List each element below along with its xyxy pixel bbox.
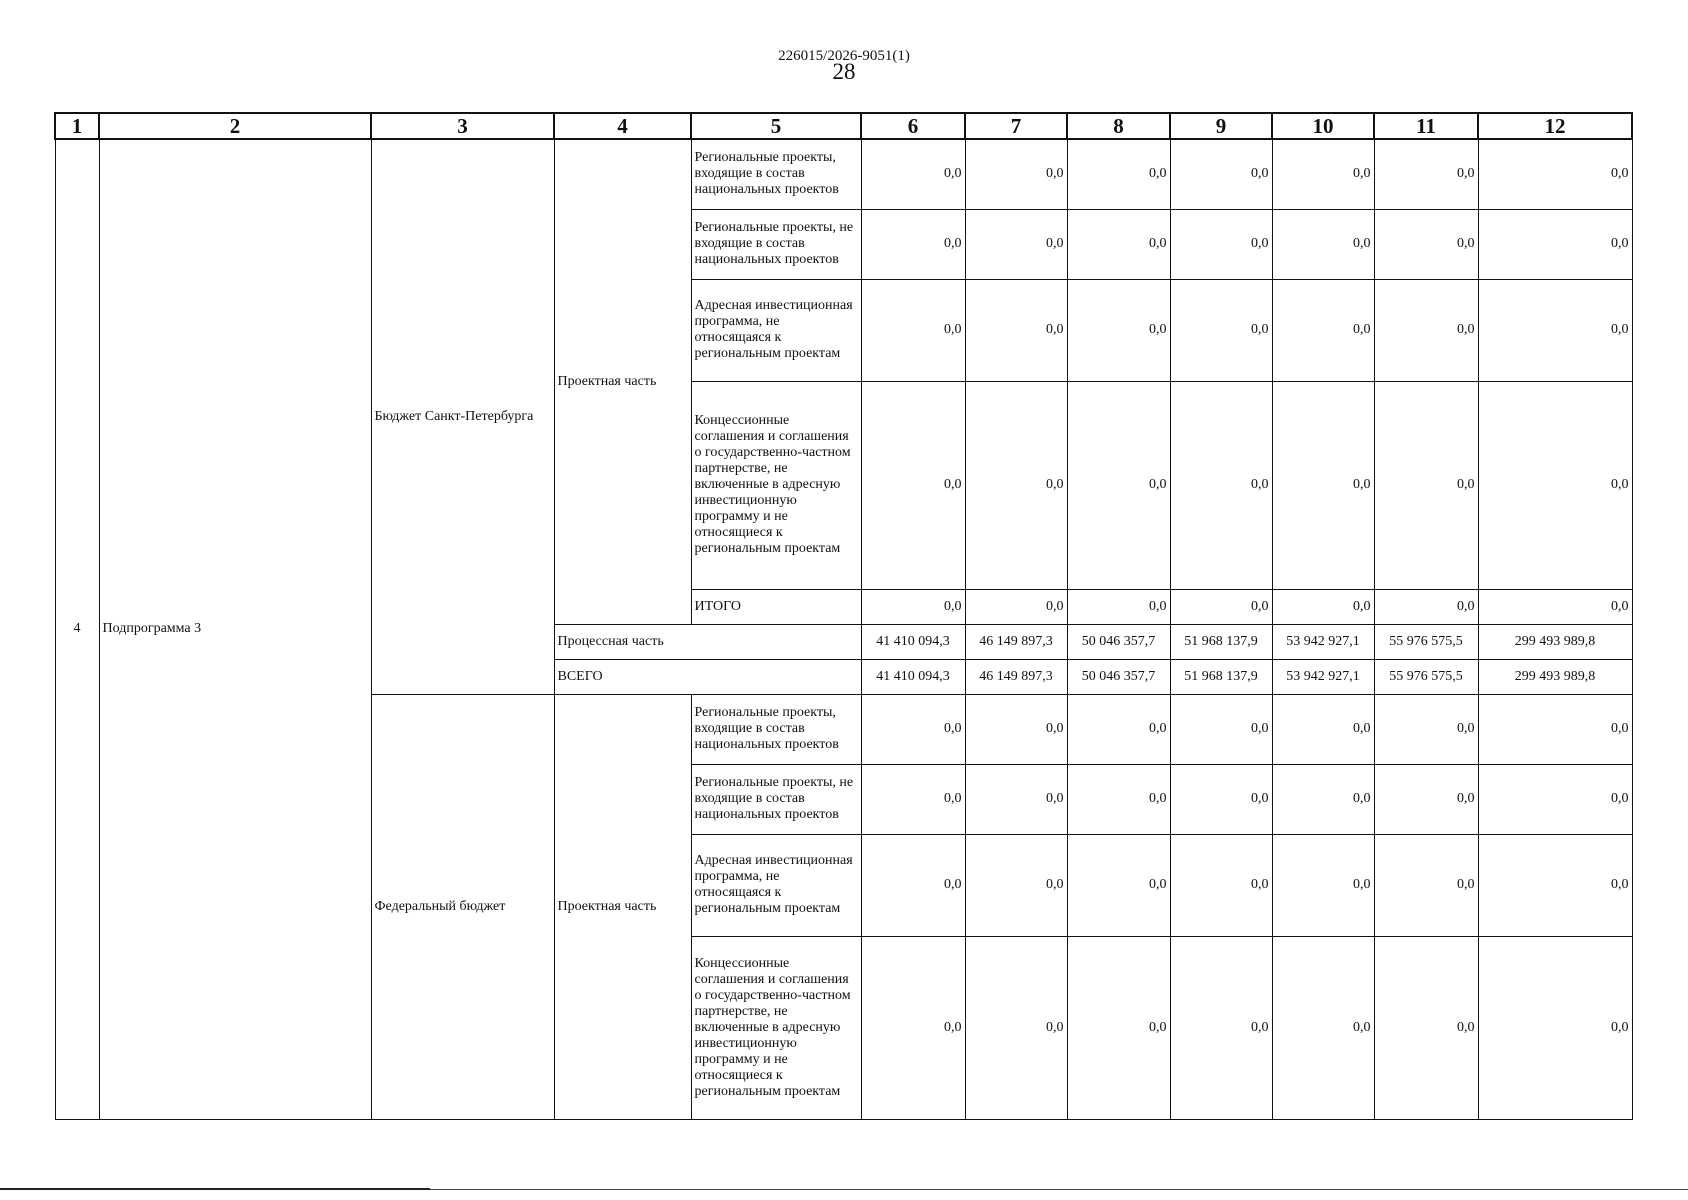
value-cell: 0,0 — [1272, 834, 1374, 936]
document-id: 226015/2026-9051(1) — [778, 48, 910, 64]
value-cell: 0,0 — [1478, 381, 1632, 589]
value-cell: 0,0 — [1067, 589, 1170, 624]
part-project-spb: Проектная часть — [554, 139, 691, 624]
value-cell: 0,0 — [1374, 279, 1478, 381]
value-cell: 0,0 — [965, 936, 1067, 1119]
item-label: Региональные проекты, не входящие в состав национальных проектов — [691, 209, 861, 279]
value-cell: 0,0 — [861, 764, 965, 834]
value-cell: 0,0 — [1067, 209, 1170, 279]
value-cell: 0,0 — [1272, 936, 1374, 1119]
column-header: 11 — [1374, 113, 1478, 139]
item-label: Адресная инвестиционная программа, не относящаяся к региональным проектам — [691, 834, 861, 936]
funding-source-federal: Федеральный бюджет — [371, 694, 554, 1119]
value-cell: 0,0 — [1170, 936, 1272, 1119]
value-cell: 0,0 — [1170, 589, 1272, 624]
value-cell: 0,0 — [1478, 936, 1632, 1119]
item-label: Региональные проекты, входящие в состав национальных проектов — [691, 694, 861, 764]
column-header: 6 — [861, 113, 965, 139]
value-cell: 0,0 — [861, 139, 965, 209]
table-row — [55, 139, 1632, 209]
value-cell: 0,0 — [1478, 694, 1632, 764]
value-cell: 0,0 — [965, 834, 1067, 936]
value-cell: 0,0 — [965, 279, 1067, 381]
value-cell: 0,0 — [1374, 694, 1478, 764]
value-cell: 50 046 357,7 — [1067, 624, 1170, 659]
value-cell: 0,0 — [1374, 381, 1478, 589]
value-cell: 0,0 — [1272, 764, 1374, 834]
page-bottom-rule-thin — [430, 1189, 1688, 1190]
column-header: 7 — [965, 113, 1067, 139]
value-cell: 0,0 — [965, 209, 1067, 279]
value-cell: 0,0 — [965, 694, 1067, 764]
value-cell: 0,0 — [1478, 139, 1632, 209]
value-cell: 55 976 575,5 — [1374, 659, 1478, 694]
value-cell: 0,0 — [1170, 764, 1272, 834]
value-cell: 51 968 137,9 — [1170, 659, 1272, 694]
value-cell: 41 410 094,3 — [861, 624, 965, 659]
column-header: 4 — [554, 113, 691, 139]
value-cell: 0,0 — [1374, 834, 1478, 936]
column-header: 2 — [99, 113, 371, 139]
value-cell: 0,0 — [965, 381, 1067, 589]
column-header: 5 — [691, 113, 861, 139]
item-label: Концессионные соглашения и соглашения о государственно-частном партнерстве, не включенные в адресную инвестиционную программу и не относящиеся к региональным проектам — [691, 936, 861, 1119]
column-header: 1 — [55, 113, 99, 139]
value-cell: 299 493 989,8 — [1478, 624, 1632, 659]
value-cell: 0,0 — [1170, 694, 1272, 764]
value-cell: 0,0 — [861, 279, 965, 381]
value-cell: 0,0 — [1067, 834, 1170, 936]
value-cell: 0,0 — [1067, 139, 1170, 209]
item-label: Концессионные соглашения и соглашения о государственно-частном партнерстве, не включенные в адресную инвестиционную программу и не относящиеся к региональным проектам — [691, 381, 861, 589]
value-cell: 0,0 — [1067, 381, 1170, 589]
page-number: 28 — [832, 59, 856, 84]
value-cell: 0,0 — [1374, 764, 1478, 834]
column-header: 9 — [1170, 113, 1272, 139]
value-cell: 0,0 — [1272, 209, 1374, 279]
value-cell: 50 046 357,7 — [1067, 659, 1170, 694]
value-cell: 0,0 — [1272, 279, 1374, 381]
value-cell: 0,0 — [1374, 936, 1478, 1119]
value-cell: 0,0 — [1478, 764, 1632, 834]
value-cell: 51 968 137,9 — [1170, 624, 1272, 659]
value-cell: 46 149 897,3 — [965, 624, 1067, 659]
value-cell: 0,0 — [861, 834, 965, 936]
value-cell: 299 493 989,8 — [1478, 659, 1632, 694]
value-cell: 0,0 — [1478, 589, 1632, 624]
value-cell: 0,0 — [1170, 279, 1272, 381]
value-cell: 0,0 — [1067, 764, 1170, 834]
value-cell: 0,0 — [861, 936, 965, 1119]
value-cell: 0,0 — [1374, 139, 1478, 209]
column-number-row — [55, 113, 1632, 139]
subprogram-cell: Подпрограмма 3 — [99, 139, 371, 1119]
value-cell: 53 942 927,1 — [1272, 624, 1374, 659]
value-cell: 0,0 — [1374, 209, 1478, 279]
value-cell: 0,0 — [1272, 139, 1374, 209]
page-bottom-rule — [0, 1188, 430, 1190]
value-cell: 0,0 — [1374, 589, 1478, 624]
value-cell: 0,0 — [1272, 589, 1374, 624]
item-label: Региональные проекты, не входящие в состав национальных проектов — [691, 764, 861, 834]
part-project-federal: Проектная часть — [554, 694, 691, 1119]
column-header: 10 — [1272, 113, 1374, 139]
value-cell: 0,0 — [1272, 694, 1374, 764]
value-cell: 0,0 — [965, 764, 1067, 834]
row-number-cell: 4 — [55, 139, 99, 1119]
value-cell: 41 410 094,3 — [861, 659, 965, 694]
value-cell: 0,0 — [861, 694, 965, 764]
value-cell: 0,0 — [861, 589, 965, 624]
value-cell: 0,0 — [1478, 834, 1632, 936]
column-header: 8 — [1067, 113, 1170, 139]
part-process-spb: Процессная часть — [554, 624, 861, 659]
value-cell: 0,0 — [1170, 209, 1272, 279]
value-cell: 55 976 575,5 — [1374, 624, 1478, 659]
value-cell: 0,0 — [1170, 139, 1272, 209]
column-header: 3 — [371, 113, 554, 139]
value-cell: 46 149 897,3 — [965, 659, 1067, 694]
funding-source-spb: Бюджет Санкт-Петербурга — [371, 139, 554, 694]
item-label: Региональные проекты, входящие в состав национальных проектов — [691, 139, 861, 209]
value-cell: 53 942 927,1 — [1272, 659, 1374, 694]
value-cell: 0,0 — [1067, 694, 1170, 764]
value-cell: 0,0 — [1272, 381, 1374, 589]
value-cell: 0,0 — [965, 589, 1067, 624]
column-header: 12 — [1478, 113, 1632, 139]
value-cell: 0,0 — [1067, 936, 1170, 1119]
value-cell: 0,0 — [1478, 279, 1632, 381]
value-cell: 0,0 — [1478, 209, 1632, 279]
item-label: Адресная инвестиционная программа, не относящаяся к региональным проектам — [691, 279, 861, 381]
financing-table — [54, 112, 1633, 1120]
value-cell: 0,0 — [861, 381, 965, 589]
value-cell: 0,0 — [861, 209, 965, 279]
item-label: ИТОГО — [691, 589, 861, 624]
value-cell: 0,0 — [1170, 834, 1272, 936]
value-cell: 0,0 — [1067, 279, 1170, 381]
total-label-spb: ВСЕГО — [554, 659, 861, 694]
value-cell: 0,0 — [965, 139, 1067, 209]
value-cell: 0,0 — [1170, 381, 1272, 589]
